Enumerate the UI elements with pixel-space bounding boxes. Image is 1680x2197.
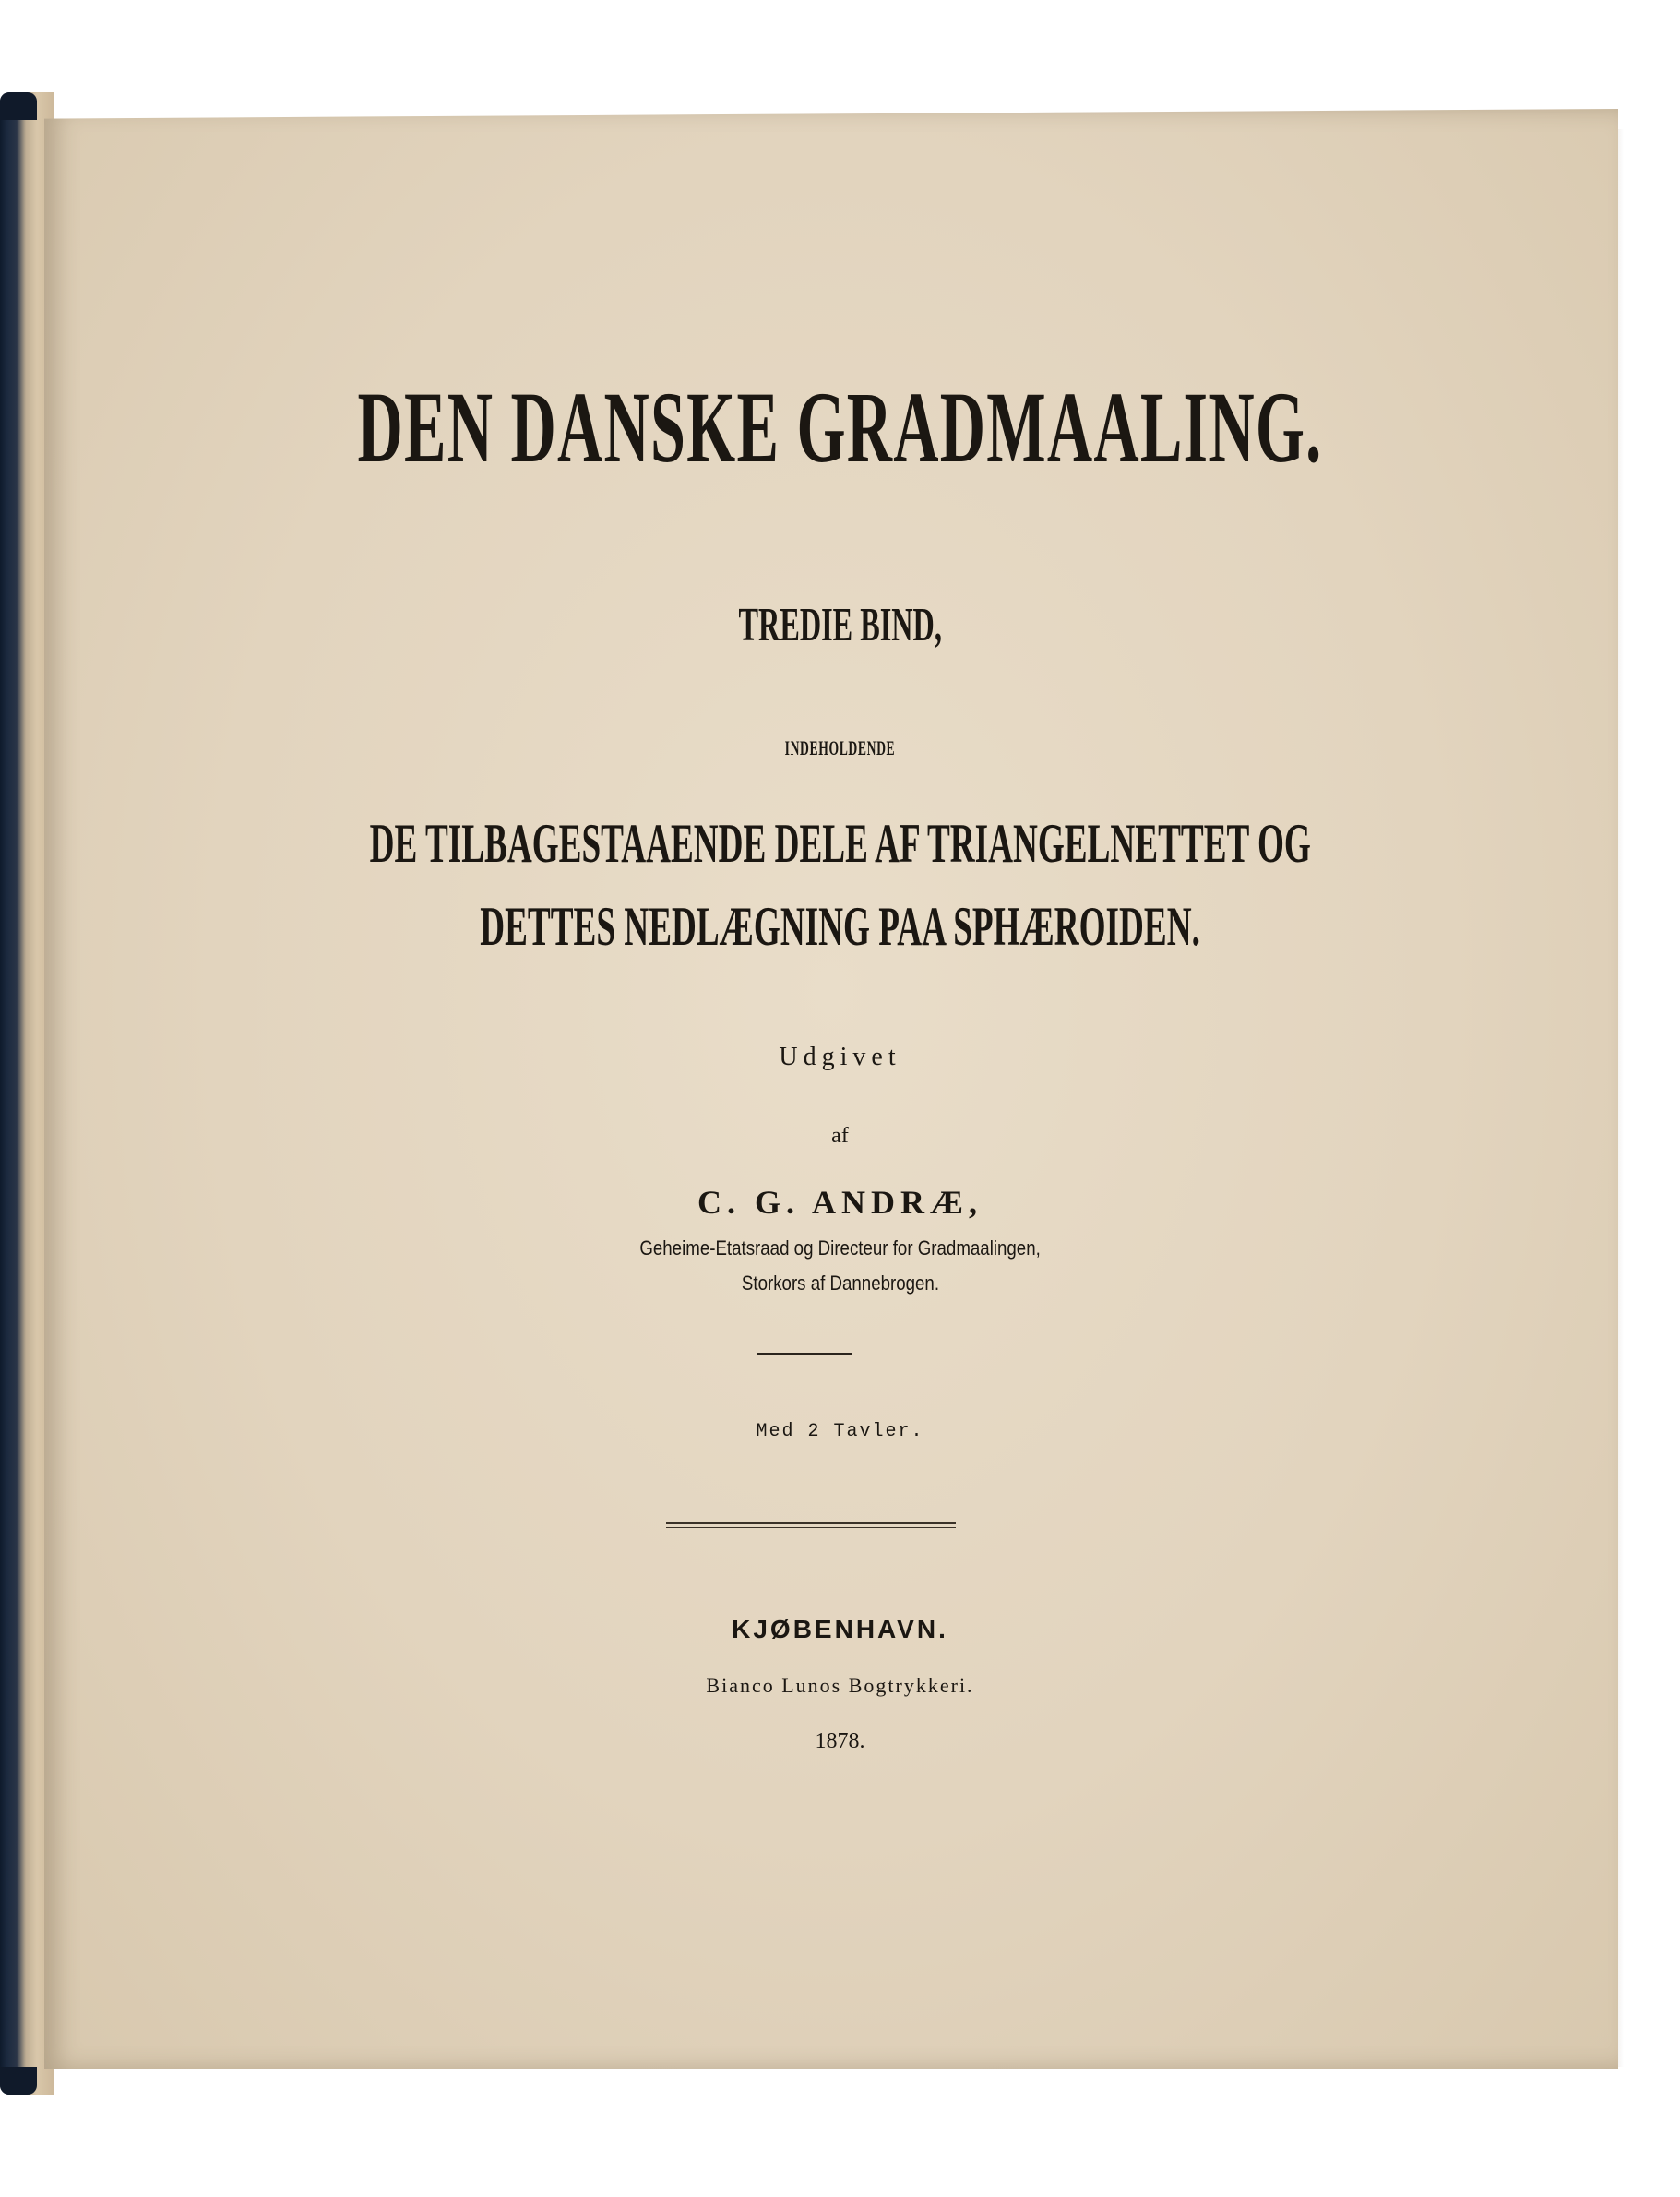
containing-label: INDEHOLDENDE [784, 736, 896, 759]
subtitle-line-2: DETTES NEDLÆGNING PAA SPHÆROIDEN. [480, 896, 1200, 957]
author-title-line-2: Storkors af Dannebrogen. [741, 1272, 939, 1295]
plates-note: Med 2 Tavler. [756, 1421, 924, 1442]
document-title: DEN DANSKE GRADMAALING. [357, 371, 1323, 484]
author-title-line-1: Geheime-Etatsraad og Directeur for Gradmaalingen, [639, 1236, 1041, 1260]
volume-label: TREDIE BIND, [738, 599, 942, 651]
divider-rule [757, 1353, 852, 1355]
author-name: C. G. ANDRÆ, [697, 1184, 983, 1221]
cover-corner-bottom [0, 2067, 37, 2095]
by-label: af [831, 1124, 849, 1148]
publication-place: KJØBENHAVN. [732, 1615, 948, 1643]
publication-year: 1878. [815, 1729, 865, 1753]
cover-corner-top [0, 92, 37, 120]
subtitle-line-1: DE TILBAGESTAAENDE DELE AF TRIANGELNETTET OG [369, 813, 1311, 874]
double-divider-rule [666, 1522, 956, 1528]
printer-name: Bianco Lunos Bogtrykkeri. [706, 1674, 974, 1697]
published-label: Udgivet [779, 1043, 901, 1071]
